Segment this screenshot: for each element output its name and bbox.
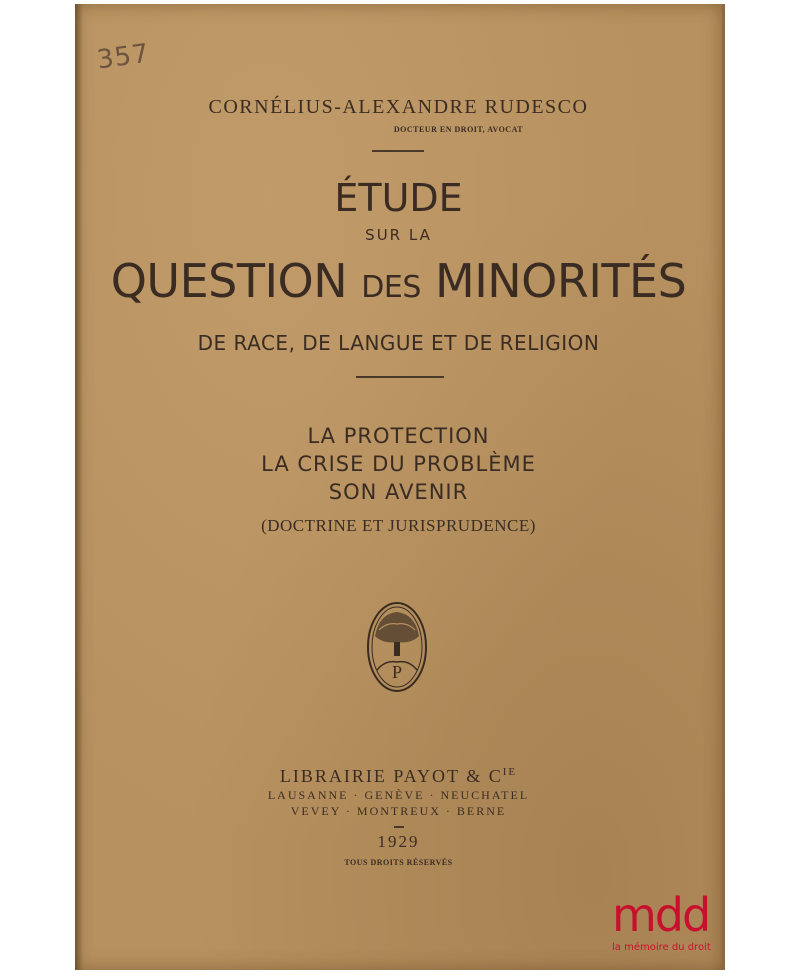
subtitle-avenir: SON AVENIR [328, 480, 469, 504]
title-des: DES [361, 270, 421, 305]
mdd-logo-text: mdd [612, 888, 710, 942]
rights-notice: TOUS DROITS RÉSERVÉS [344, 858, 453, 867]
title-minorites: MINORITÉS [435, 254, 687, 308]
publisher-name [75, 766, 722, 787]
mdd-logo [612, 888, 724, 968]
publisher-name-text: LIBRAIRIE PAYOT & C [279, 766, 503, 786]
emblem-letter: P [391, 662, 403, 682]
inventory-mark: 357 [95, 38, 152, 76]
subtitle-doctrine: (DOCTRINE ET JURISPRUDENCE) [261, 516, 536, 535]
publisher-cities-1: LAUSANNE · GENÈVE · NEUCHATEL [267, 788, 530, 802]
author-qualifications: DOCTEUR EN DROIT, AVOCAT [393, 125, 524, 134]
divider-middle [356, 376, 444, 378]
publisher-emblem-icon [365, 600, 429, 694]
title-sur-la: SUR LA [365, 226, 432, 244]
subtitle-protection: LA PROTECTION [307, 424, 490, 448]
publisher-cities-2: VEVEY · MONTREUX · BERNE [290, 804, 507, 818]
title-race-langue-religion: DE RACE, DE LANGUE ET DE RELIGION [197, 331, 600, 355]
mdd-tagline: la mémoire du droit [612, 942, 711, 953]
publication-year: 1929 [377, 832, 420, 851]
divider-top [372, 150, 424, 152]
title-main [75, 254, 722, 308]
book-cover [75, 4, 725, 970]
publisher-suffix: IE [502, 766, 518, 778]
divider-year [394, 826, 404, 828]
author-name: CORNÉLIUS-ALEXANDRE RUDESCO [208, 96, 589, 118]
subtitle-crise: LA CRISE DU PROBLÈME [261, 452, 536, 476]
title-etude: ÉTUDE [334, 176, 463, 220]
title-question: QUESTION [110, 254, 348, 308]
